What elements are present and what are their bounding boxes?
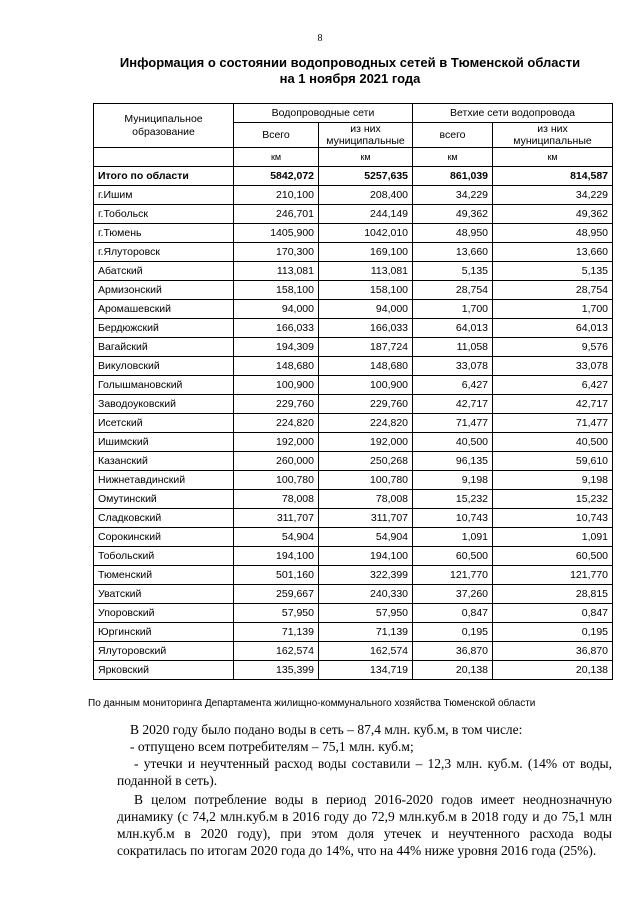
water-total-cell: 246,701: [234, 205, 319, 224]
table-row: [94, 490, 613, 509]
municipality-cell: Сорокинский: [94, 528, 234, 547]
municipality-cell: Исетский: [94, 414, 234, 433]
old-municipal-cell: 13,660: [493, 243, 613, 262]
water-municipal-cell: 162,574: [319, 642, 413, 661]
old-municipal-cell: 48,950: [493, 224, 613, 243]
municipality-cell: Ярковский: [94, 661, 234, 680]
table-row: [94, 357, 613, 376]
water-municipal-cell: 240,330: [319, 585, 413, 604]
old-total-cell: 33,078: [413, 357, 493, 376]
water-total-cell: 210,100: [234, 186, 319, 205]
water-municipal-cell: 5257,635: [319, 167, 413, 186]
water-municipal-cell: 187,724: [319, 338, 413, 357]
table-body: [94, 167, 613, 680]
municipality-cell: Вагайский: [94, 338, 234, 357]
table-row: [94, 509, 613, 528]
water-municipal-cell: 54,904: [319, 528, 413, 547]
water-total-cell: 1405,900: [234, 224, 319, 243]
table-row: [94, 566, 613, 585]
old-total-cell: 36,870: [413, 642, 493, 661]
municipality-cell: Заводоуковский: [94, 395, 234, 414]
old-total-cell: 1,700: [413, 300, 493, 319]
water-municipal-cell: 113,081: [319, 262, 413, 281]
old-municipal-cell: 814,587: [493, 167, 613, 186]
old-municipal-cell: 1,700: [493, 300, 613, 319]
water-municipal-cell: 322,399: [319, 566, 413, 585]
table-row: [94, 528, 613, 547]
municipality-cell: Уватский: [94, 585, 234, 604]
old-total-cell: 5,135: [413, 262, 493, 281]
old-total-cell: 49,362: [413, 205, 493, 224]
old-total-cell: 861,039: [413, 167, 493, 186]
unit-blank: [94, 148, 234, 167]
water-municipal-cell: 194,100: [319, 547, 413, 566]
water-total-cell: 229,760: [234, 395, 319, 414]
title-line-2: на 1 ноября 2021 года: [279, 71, 421, 86]
old-municipal-cell: 0,847: [493, 604, 613, 623]
old-municipal-cell: 28,754: [493, 281, 613, 300]
source-note: По данным мониторинга Департамента жилищно-коммунального хозяйства Тюменской области: [88, 698, 536, 709]
old-municipal-cell: 59,610: [493, 452, 613, 471]
water-total-cell: 54,904: [234, 528, 319, 547]
old-total-cell: 28,754: [413, 281, 493, 300]
water-municipal-cell: 311,707: [319, 509, 413, 528]
water-total-cell: 170,300: [234, 243, 319, 262]
paragraph-consumers: - отпущено всем потребителям – 75,1 млн. куб.м;: [130, 739, 414, 754]
table-row: [94, 547, 613, 566]
table-row: [94, 281, 613, 300]
municipality-cell: г.Тобольск: [94, 205, 234, 224]
old-total-cell: 42,717: [413, 395, 493, 414]
water-municipal-cell: 192,000: [319, 433, 413, 452]
water-total-cell: 135,399: [234, 661, 319, 680]
unit-cell: км: [234, 148, 319, 167]
municipality-cell: Викуловский: [94, 357, 234, 376]
header-water-total: Всего: [234, 123, 319, 148]
water-municipal-cell: 78,008: [319, 490, 413, 509]
old-municipal-cell: 9,198: [493, 471, 613, 490]
old-total-cell: 20,138: [413, 661, 493, 680]
old-total-cell: 1,091: [413, 528, 493, 547]
table-row: [94, 338, 613, 357]
old-municipal-cell: 0,195: [493, 623, 613, 642]
water-total-cell: 78,008: [234, 490, 319, 509]
old-total-cell: 6,427: [413, 376, 493, 395]
water-municipal-cell: 148,680: [319, 357, 413, 376]
title-line-1: Информация о состоянии водопроводных сетей в Тюменской области: [119, 55, 581, 70]
old-municipal-cell: 1,091: [493, 528, 613, 547]
header-municipality: Муниципальное образование: [94, 104, 234, 148]
old-municipal-cell: 33,078: [493, 357, 613, 376]
page-title: [60, 55, 640, 87]
water-municipal-cell: 250,268: [319, 452, 413, 471]
old-total-cell: 121,770: [413, 566, 493, 585]
old-municipal-cell: 5,135: [493, 262, 613, 281]
water-total-cell: 194,100: [234, 547, 319, 566]
municipality-cell: Казанский: [94, 452, 234, 471]
water-total-cell: 162,574: [234, 642, 319, 661]
municipality-cell: г.Ишим: [94, 186, 234, 205]
header-water-municipal: из них муниципальные: [319, 123, 413, 148]
municipality-cell: Тюменский: [94, 566, 234, 585]
table-row: [94, 452, 613, 471]
table-row: [94, 243, 613, 262]
water-municipal-cell: 208,400: [319, 186, 413, 205]
old-municipal-cell: 28,815: [493, 585, 613, 604]
water-total-cell: 166,033: [234, 319, 319, 338]
old-total-cell: 0,847: [413, 604, 493, 623]
table-row: [94, 623, 613, 642]
municipality-cell: Нижнетавдинский: [94, 471, 234, 490]
old-total-cell: 0,195: [413, 623, 493, 642]
water-total-cell: 57,950: [234, 604, 319, 623]
water-municipal-cell: 134,719: [319, 661, 413, 680]
municipality-cell: Упоровский: [94, 604, 234, 623]
water-municipal-cell: 224,820: [319, 414, 413, 433]
old-municipal-cell: 10,743: [493, 509, 613, 528]
water-municipal-cell: 244,149: [319, 205, 413, 224]
old-municipal-cell: 6,427: [493, 376, 613, 395]
municipality-cell: Тобольский: [94, 547, 234, 566]
municipality-cell: Аромашевский: [94, 300, 234, 319]
municipality-cell: Юргинский: [94, 623, 234, 642]
table-row: [94, 300, 613, 319]
water-total-cell: 194,309: [234, 338, 319, 357]
old-total-cell: 71,477: [413, 414, 493, 433]
municipality-cell: Абатский: [94, 262, 234, 281]
header-water-networks: Водопроводные сети: [234, 104, 413, 123]
table-row: [94, 376, 613, 395]
water-total-cell: 224,820: [234, 414, 319, 433]
table-row: [94, 205, 613, 224]
table-row: [94, 433, 613, 452]
header-old-networks: Ветхие сети водопровода: [413, 104, 613, 123]
unit-cell: км: [319, 148, 413, 167]
page-number: 8: [317, 33, 323, 44]
table-row: [94, 319, 613, 338]
municipality-cell: Голышмановский: [94, 376, 234, 395]
old-municipal-cell: 20,138: [493, 661, 613, 680]
water-municipal-cell: 169,100: [319, 243, 413, 262]
table-row: [94, 414, 613, 433]
water-municipal-cell: 100,900: [319, 376, 413, 395]
old-total-cell: 34,229: [413, 186, 493, 205]
water-municipal-cell: 158,100: [319, 281, 413, 300]
old-municipal-cell: 64,013: [493, 319, 613, 338]
water-municipal-cell: 71,139: [319, 623, 413, 642]
water-municipal-cell: 94,000: [319, 300, 413, 319]
municipality-cell: Омутинский: [94, 490, 234, 509]
water-total-cell: 158,100: [234, 281, 319, 300]
table-row: [94, 585, 613, 604]
table-row: [94, 167, 613, 186]
table-row: [94, 471, 613, 490]
table-row: [94, 395, 613, 414]
unit-cell: км: [493, 148, 613, 167]
water-municipal-cell: 229,760: [319, 395, 413, 414]
water-municipal-cell: 57,950: [319, 604, 413, 623]
header-old-total: всего: [413, 123, 493, 148]
old-total-cell: 10,743: [413, 509, 493, 528]
paragraph-water-supplied: В 2020 году было подано воды в сеть – 87,4 млн. куб.м, в том числе:: [130, 722, 523, 737]
old-total-cell: 11,058: [413, 338, 493, 357]
water-municipal-cell: 166,033: [319, 319, 413, 338]
municipality-cell: г.Ялуторовск: [94, 243, 234, 262]
old-total-cell: 40,500: [413, 433, 493, 452]
water-total-cell: 259,667: [234, 585, 319, 604]
municipality-cell: Армизонский: [94, 281, 234, 300]
old-municipal-cell: 36,870: [493, 642, 613, 661]
old-total-cell: 13,660: [413, 243, 493, 262]
municipality-cell: Сладковский: [94, 509, 234, 528]
water-total-cell: 192,000: [234, 433, 319, 452]
old-total-cell: 48,950: [413, 224, 493, 243]
old-total-cell: 9,198: [413, 471, 493, 490]
water-total-cell: 71,139: [234, 623, 319, 642]
municipality-cell: Ишимский: [94, 433, 234, 452]
old-total-cell: 15,232: [413, 490, 493, 509]
old-total-cell: 64,013: [413, 319, 493, 338]
municipality-cell: Ялуторовский: [94, 642, 234, 661]
water-municipal-cell: 100,780: [319, 471, 413, 490]
old-municipal-cell: 40,500: [493, 433, 613, 452]
old-municipal-cell: 49,362: [493, 205, 613, 224]
water-total-cell: 501,160: [234, 566, 319, 585]
unit-cell: км: [413, 148, 493, 167]
old-municipal-cell: 121,770: [493, 566, 613, 585]
table-row: [94, 262, 613, 281]
water-total-cell: 113,081: [234, 262, 319, 281]
table-row: [94, 224, 613, 243]
municipality-cell: Итого по области: [94, 167, 234, 186]
paragraph-leaks: - утечки и неучтенный расход воды составили – 12,3 млн. куб.м. (14% от воды, поданной в сеть).: [117, 756, 612, 788]
water-municipal-cell: 1042,010: [319, 224, 413, 243]
table-row: [94, 186, 613, 205]
old-municipal-cell: 42,717: [493, 395, 613, 414]
table-row: [94, 661, 613, 680]
municipality-cell: г.Тюмень: [94, 224, 234, 243]
water-total-cell: 311,707: [234, 509, 319, 528]
old-municipal-cell: 60,500: [493, 547, 613, 566]
water-total-cell: 100,780: [234, 471, 319, 490]
old-total-cell: 60,500: [413, 547, 493, 566]
table-row: [94, 604, 613, 623]
water-total-cell: 100,900: [234, 376, 319, 395]
paragraph-dynamics: В целом потребление воды в период 2016-2020 годов имеет неоднозначную динамику (с 74,2 млн.куб.м в 2016 году до 72,9 млн.куб.м в 2018 году и до 75,1 млн млн.куб.м в 2020 году), при этом доля утечек и неучтенного расхода воды сократилась по итогам 2020 года до 14%, что на 44% ниже уровня 2016 года (25%).: [117, 792, 612, 858]
old-total-cell: 96,135: [413, 452, 493, 471]
old-municipal-cell: 15,232: [493, 490, 613, 509]
water-total-cell: 94,000: [234, 300, 319, 319]
old-municipal-cell: 9,576: [493, 338, 613, 357]
water-total-cell: 148,680: [234, 357, 319, 376]
water-total-cell: 5842,072: [234, 167, 319, 186]
water-total-cell: 260,000: [234, 452, 319, 471]
old-total-cell: 37,260: [413, 585, 493, 604]
water-network-table: [93, 103, 613, 680]
municipality-cell: Бердюжский: [94, 319, 234, 338]
old-municipal-cell: 34,229: [493, 186, 613, 205]
old-municipal-cell: 71,477: [493, 414, 613, 433]
header-old-municipal: из них муниципальные: [493, 123, 613, 148]
table-row: [94, 642, 613, 661]
